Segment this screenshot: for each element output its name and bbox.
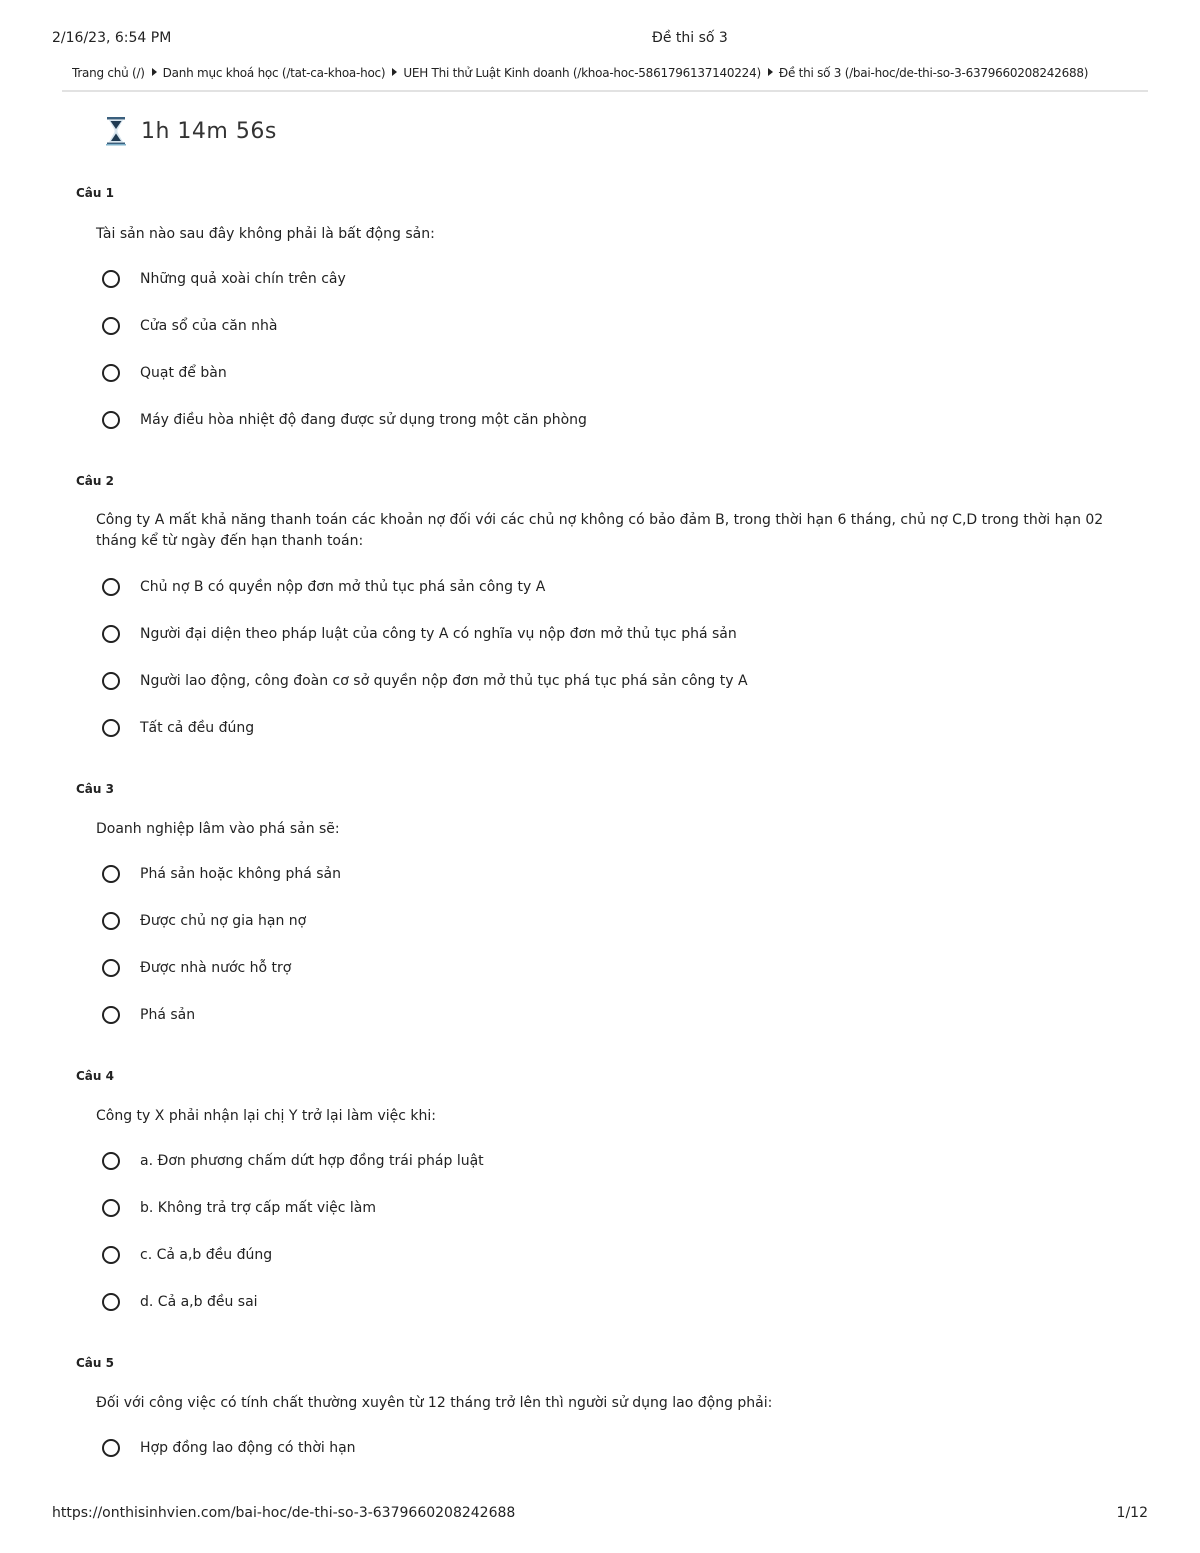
radio-button[interactable]	[102, 912, 120, 930]
radio-button[interactable]	[102, 364, 120, 382]
question-4-option-1[interactable]	[102, 1151, 484, 1171]
question-5-option-1[interactable]	[102, 1438, 356, 1458]
print-datetime: 2/16/23, 6:54 PM	[52, 30, 172, 46]
header-divider	[62, 90, 1148, 92]
print-header	[52, 30, 1148, 50]
radio-button[interactable]	[102, 1152, 120, 1170]
option-label: Người đại diện theo pháp luật của công ty A có nghĩa vụ nộp đơn mở thủ tục phá sản	[140, 626, 737, 642]
question-4-option-2[interactable]	[102, 1198, 376, 1218]
radio-button[interactable]	[102, 625, 120, 643]
radio-button[interactable]	[102, 411, 120, 429]
option-label: c. Cả a,b đều đúng	[140, 1247, 273, 1263]
print-page-url: https://onthisinhvien.com/bai-hoc/de-thi-so-3-6379660208242688	[52, 1505, 516, 1521]
question-3-option-2[interactable]	[102, 911, 306, 931]
breadcrumb	[72, 66, 1148, 84]
question-3-option-4[interactable]	[102, 1005, 195, 1025]
breadcrumb-course-link[interactable]: UEH Thi thử Luật Kinh doanh (/khoa-hoc-5861796137140224)	[403, 66, 761, 80]
radio-button[interactable]	[102, 1293, 120, 1311]
option-label: Phá sản hoặc không phá sản	[140, 866, 341, 882]
option-label: d. Cả a,b đều sai	[140, 1294, 258, 1310]
question-1-option-2[interactable]	[102, 316, 278, 336]
timer-value: 1h 14m 56s	[141, 118, 277, 144]
radio-button[interactable]	[102, 270, 120, 288]
question-2-option-2[interactable]	[102, 624, 737, 644]
option-label: Được chủ nợ gia hạn nợ	[140, 913, 307, 929]
radio-button[interactable]	[102, 865, 120, 883]
caret-right-icon	[768, 68, 773, 76]
print-page-number: 1/12	[1116, 1505, 1148, 1521]
question-1-text: Tài sản nào sau đây không phải là bất động sản:	[96, 226, 435, 242]
question-2-option-4[interactable]	[102, 718, 254, 738]
question-3-option-3[interactable]	[102, 958, 291, 978]
option-label: Những quả xoài chín trên cây	[140, 271, 346, 287]
print-footer	[52, 1505, 1148, 1525]
radio-button[interactable]	[102, 1439, 120, 1457]
question-1-option-4[interactable]	[102, 410, 587, 430]
caret-right-icon	[392, 68, 397, 76]
question-2-label: Câu 2	[76, 474, 114, 488]
option-label: Hợp đồng lao động có thời hạn	[140, 1440, 356, 1456]
option-label: Tất cả đều đúng	[140, 720, 255, 736]
print-document-title: Đề thi số 3	[652, 30, 728, 46]
question-1-option-1[interactable]	[102, 269, 346, 289]
question-3-text: Doanh nghiệp lâm vào phá sản sẽ:	[96, 821, 340, 837]
option-label: Phá sản	[140, 1007, 196, 1023]
question-4-option-4[interactable]	[102, 1292, 258, 1312]
question-5-text: Đối với công việc có tính chất thường xuyên từ 12 tháng trở lên thì người sử dụng lao động phải:	[96, 1395, 773, 1411]
option-label: Được nhà nước hỗ trợ	[140, 960, 292, 976]
option-label: Chủ nợ B có quyền nộp đơn mở thủ tục phá sản công ty A	[140, 579, 546, 595]
question-4-option-3[interactable]	[102, 1245, 272, 1265]
option-label: Người lao động, công đoàn cơ sở quyền nộp đơn mở thủ tục phá tục phá sản công ty A	[140, 673, 748, 689]
question-4-text: Công ty X phải nhận lại chị Y trở lại làm việc khi:	[96, 1108, 437, 1124]
question-3-option-1[interactable]	[102, 864, 341, 884]
question-2-text: Công ty A mất khả năng thanh toán các khoản nợ đối với các chủ nợ không có bảo đảm B, trong thời hạn 6 tháng, chủ nợ C,D trong thời hạn 02 tháng kể từ ngày đến hạn thanh toán:	[96, 512, 1104, 549]
radio-button[interactable]	[102, 672, 120, 690]
option-label: Máy điều hòa nhiệt độ đang được sử dụng trong một căn phòng	[140, 412, 587, 428]
caret-right-icon	[152, 68, 157, 76]
radio-button[interactable]	[102, 1006, 120, 1024]
radio-button[interactable]	[102, 719, 120, 737]
radio-button[interactable]	[102, 1246, 120, 1264]
question-2-option-1[interactable]	[102, 577, 545, 597]
question-5-label: Câu 5	[76, 1356, 114, 1370]
option-label: Cửa sổ của căn nhà	[140, 318, 278, 334]
radio-button[interactable]	[102, 578, 120, 596]
hourglass-icon	[103, 115, 129, 147]
option-label: a. Đơn phương chấm dứt hợp đồng trái pháp luật	[140, 1153, 484, 1169]
breadcrumb-home-link[interactable]: Trang chủ (/)	[72, 66, 145, 80]
exam-timer	[103, 114, 277, 148]
breadcrumb-course-catalog-link[interactable]: Danh mục khoá học (/tat-ca-khoa-hoc)	[162, 66, 386, 80]
radio-button[interactable]	[102, 317, 120, 335]
question-1-option-3[interactable]	[102, 363, 227, 383]
question-2-option-3[interactable]	[102, 671, 748, 691]
breadcrumb-lesson-link[interactable]: Đề thi số 3 (/bai-hoc/de-thi-so-3-6379660208242688)	[778, 66, 1089, 80]
option-label: Quạt để bàn	[140, 365, 227, 381]
question-3-label: Câu 3	[76, 782, 114, 796]
radio-button[interactable]	[102, 959, 120, 977]
question-4-label: Câu 4	[76, 1069, 114, 1083]
radio-button[interactable]	[102, 1199, 120, 1217]
question-1-label: Câu 1	[76, 186, 114, 200]
option-label: b. Không trả trợ cấp mất việc làm	[140, 1200, 376, 1216]
